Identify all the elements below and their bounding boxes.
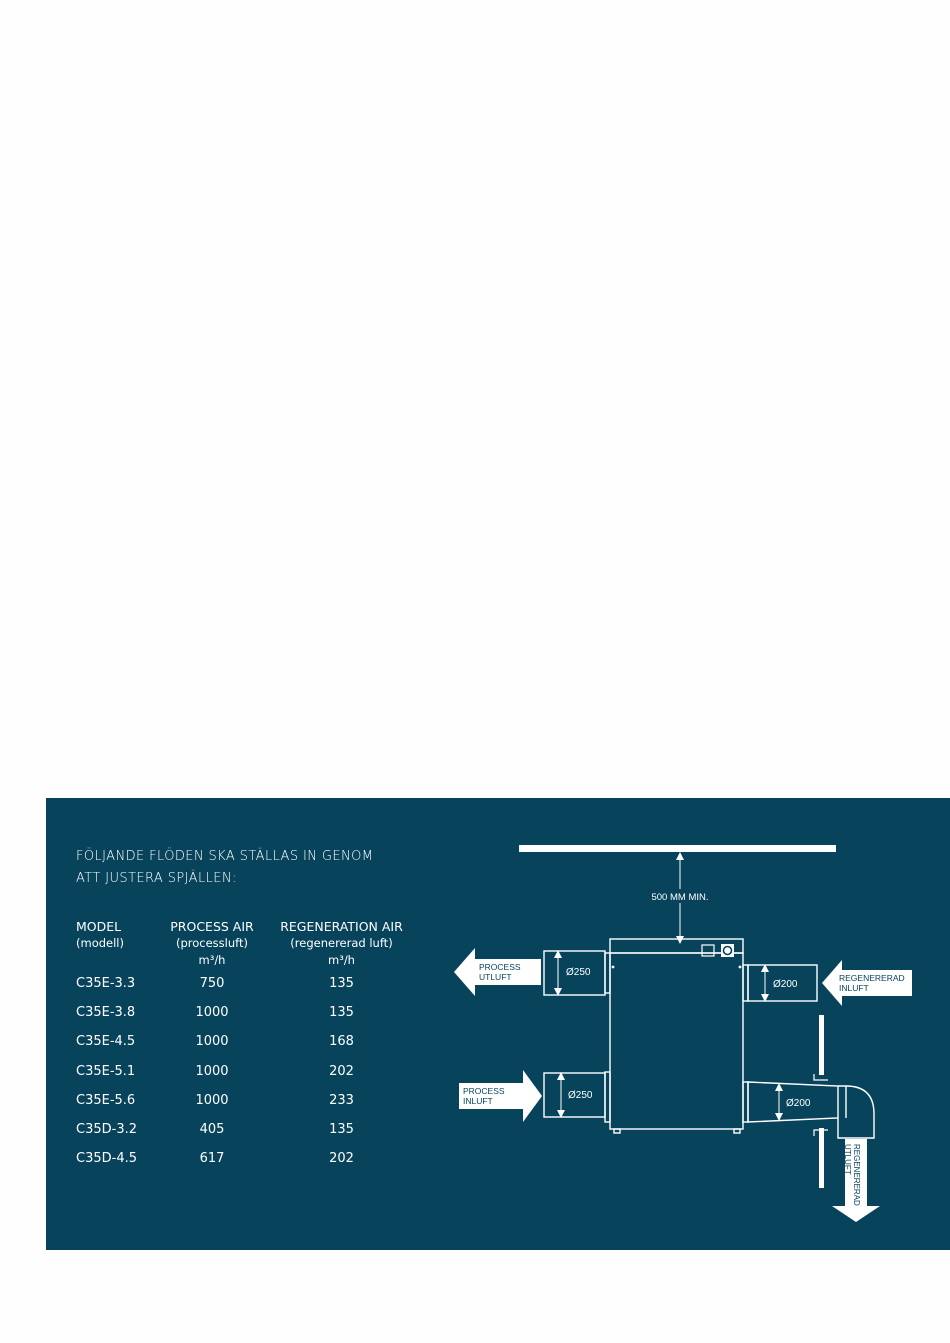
header-process-unit: m³/h xyxy=(198,953,226,967)
row-6-model: C35D-3.2 xyxy=(76,1122,137,1137)
row-4-process: 1000 xyxy=(195,1064,229,1079)
row-4-regen: 202 xyxy=(329,1064,354,1079)
control-panel-display xyxy=(702,945,714,956)
installation-diagram xyxy=(46,798,950,1250)
dehumidifier-unit xyxy=(605,939,748,1133)
header-regen-sub: (regenererad luft) xyxy=(290,936,393,950)
header-regen-label: REGENERATION AIR xyxy=(280,919,403,934)
row-2-process: 1000 xyxy=(195,1005,229,1020)
unit-body xyxy=(610,953,743,1129)
row-1-process: 750 xyxy=(199,976,225,991)
regen-outlet-diameter: Ø200 xyxy=(786,1098,811,1109)
row-1-regen: 135 xyxy=(329,976,354,991)
ceiling-bar xyxy=(519,845,836,852)
unit-foot-left xyxy=(614,1129,620,1133)
row-2-model: C35E-3.8 xyxy=(76,1005,136,1020)
process-outlet-diameter: Ø250 xyxy=(566,967,591,978)
row-3-regen: 168 xyxy=(329,1034,354,1049)
regen-outlet-elbow xyxy=(838,1086,874,1138)
header-model-label: MODEL xyxy=(76,919,122,934)
row-6-process: 405 xyxy=(199,1122,225,1137)
regen-inlet-diameter: Ø200 xyxy=(773,979,798,990)
header-process-sub: (processluft) xyxy=(175,936,248,950)
row-2-regen: 135 xyxy=(329,1005,354,1020)
row-5-model: C35E-5.6 xyxy=(76,1093,136,1108)
row-3-model: C35E-4.5 xyxy=(76,1034,136,1049)
unit-right-flange-top xyxy=(743,965,748,1001)
heading-line-1: FÖLJANDE FLÖDEN SKA STÄLLAS IN GENOM xyxy=(76,849,374,864)
wall-section-lower xyxy=(819,1128,824,1188)
row-4-model: C35E-5.1 xyxy=(76,1064,136,1079)
unit-left-flange-bottom xyxy=(605,1072,610,1122)
regen-outlet-label-1: REGENERERAD xyxy=(852,1144,861,1206)
row-7-process: 617 xyxy=(199,1151,225,1166)
process-inlet-label-1: PROCESS xyxy=(463,1086,505,1096)
row-1-model: C35E-3.3 xyxy=(76,976,136,991)
clearance-label: 500 MM MIN. xyxy=(651,892,709,903)
header-regen-unit: m³/h xyxy=(328,953,355,967)
regen-inlet-label-2: INLUFT xyxy=(839,983,869,993)
unit-screw-left xyxy=(612,966,615,969)
row-5-process: 1000 xyxy=(195,1093,229,1108)
regen-inlet-label-1: REGENERERAD xyxy=(839,973,905,983)
unit-screw-right xyxy=(739,966,742,969)
row-3-process: 1000 xyxy=(195,1034,229,1049)
unit-foot-right xyxy=(734,1129,740,1133)
row-7-regen: 202 xyxy=(329,1151,354,1166)
unit-left-flange-top xyxy=(605,953,610,993)
process-outlet-label-1: PROCESS xyxy=(479,962,521,972)
wall-section-upper xyxy=(819,1015,824,1075)
row-5-regen: 233 xyxy=(329,1093,354,1108)
unit-right-flange-bottom xyxy=(743,1082,748,1122)
regen-outlet-label-2: UTLUFT xyxy=(843,1144,852,1175)
row-6-regen: 135 xyxy=(329,1122,354,1137)
header-process-label: PROCESS AIR xyxy=(170,919,254,934)
row-7-model: C35D-4.5 xyxy=(76,1151,137,1166)
air-flow-panel xyxy=(46,798,950,1250)
process-outlet-label-2: UTLUFT xyxy=(479,972,512,982)
process-inlet-diameter: Ø250 xyxy=(568,1090,593,1101)
process-inlet-label-2: INLUFT xyxy=(463,1096,493,1106)
regen-outlet-duct xyxy=(748,1082,874,1138)
header-model-sub: (modell) xyxy=(76,936,124,950)
heading-line-2: ATT JUSTERA SPJÄLLEN: xyxy=(76,871,237,886)
